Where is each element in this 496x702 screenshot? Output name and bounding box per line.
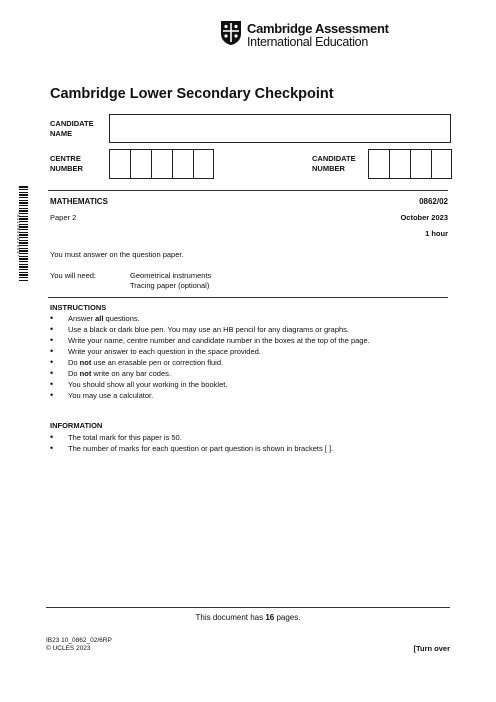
centre-number-label: CENTRE NUMBER [50,154,83,173]
divider [48,190,448,191]
barcode-bar [19,192,28,193]
barcode-bar [19,256,28,257]
shield-crest-icon [220,20,242,46]
barcode-bar [19,200,28,201]
barcode-bar [19,280,28,281]
page-title: Cambridge Lower Secondary Checkpoint [50,86,334,102]
barcode-bar [19,264,28,265]
centre-number-boxes [109,149,214,179]
centre-number-digit-box[interactable] [151,149,172,179]
barcode-bar [19,205,28,206]
paper-number: Paper 2 [50,213,77,222]
list-item: • Use a black or dark blue pen. You may use an HB pencil for any diagrams or graphs. [50,324,370,335]
logo-line2: International Education [247,35,368,49]
barcode-bar [19,208,28,209]
copyright: © UCLES 2023 [46,645,91,652]
barcode-text: * 8 1 1 9 6 5 2 8 2 6 5 4 * [16,211,21,257]
centre-number-digit-box[interactable] [193,149,214,179]
list-item: • The total mark for this paper is 50. [50,432,333,443]
barcode-bar [19,266,28,268]
turn-over: [Turn over [413,644,450,653]
candidate-name-field[interactable] [109,114,451,143]
need-item: Tracing paper (optional) [130,281,210,290]
centre-number-digit-box[interactable] [109,149,130,179]
barcode-bar [19,186,28,188]
duration: 1 hour [425,229,448,238]
barcode [14,186,28,282]
candidate-name-label: CANDIDATE NAME [50,119,94,138]
instructions-heading: INSTRUCTIONS [50,303,107,312]
divider [46,607,450,608]
information-heading: INFORMATION [50,421,103,430]
document-reference: IB23 10_0862_02/6RP [46,637,112,644]
list-item: • Do not use an erasable pen or correction fluid. [50,357,370,368]
list-item: • Write your name, centre number and candidate number in the boxes at the top of the page. [50,335,370,346]
list-item: • Answer all questions. [50,313,370,324]
logo-line1: Cambridge Assessment [247,21,389,36]
list-item: • You should show all your working in the booklet. [50,379,370,390]
list-item: • The number of marks for each question or part question is shown in brackets [ ]. [50,443,333,454]
list-item: • Do not write on any bar codes. [50,368,370,379]
session: October 2023 [400,213,448,222]
list-item: • You may use a calculator. [50,390,370,401]
candidate-number-digit-box[interactable] [368,149,389,179]
page-count: This document has 16 pages. [195,613,301,622]
barcode-bar [19,272,28,273]
barcode-bar [19,258,28,260]
candidate-number-digit-box[interactable] [410,149,431,179]
candidate-number-boxes [368,149,452,179]
candidate-number-digit-box[interactable] [389,149,410,179]
centre-number-digit-box[interactable] [172,149,193,179]
candidate-number-digit-box[interactable] [431,149,452,179]
centre-number-digit-box[interactable] [130,149,151,179]
barcode-bar [19,194,28,196]
divider [48,297,448,298]
list-item: • Write your answer to each question in the space provided. [50,346,370,357]
barcode-bar [19,274,28,276]
candidate-number-label: CANDIDATE NUMBER [312,154,356,173]
instructions-list [50,313,370,401]
barcode-bar [19,261,28,262]
you-will-need-label: You will need: [50,271,97,280]
barcode-bar [19,277,28,278]
paper-code: 0862/02 [419,197,448,206]
information-list [50,432,333,454]
need-item: Geometrical instruments [130,271,212,280]
answer-note: You must answer on the question paper. [50,250,184,259]
barcode-bar [19,189,28,190]
barcode-bar [19,202,28,204]
barcode-bar [19,197,28,198]
cambridge-logo [220,20,389,50]
barcode-bar [19,269,28,270]
subject: MATHEMATICS [50,197,108,206]
